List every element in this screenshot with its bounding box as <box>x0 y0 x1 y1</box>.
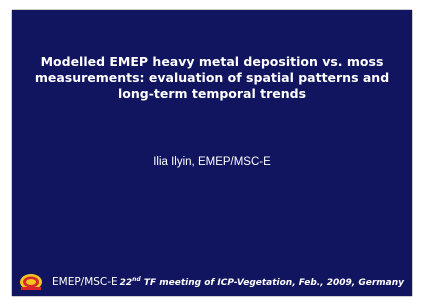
meeting-number: 22 <box>119 278 133 288</box>
footer-meeting <box>120 276 404 288</box>
footer-org: EMEP/MSC-E <box>52 276 118 288</box>
meeting-ordinal: nd <box>132 276 141 283</box>
title-line-1: Modelled EMEP heavy metal deposition vs. moss <box>40 54 384 69</box>
emep-logo-icon <box>19 272 43 292</box>
title-line-2: measurements: evaluation of spatial patterns and <box>34 70 390 85</box>
slide <box>12 10 412 296</box>
slide-footer <box>12 270 412 296</box>
title-line-3: long-term temporal trends <box>117 86 307 101</box>
author-line: Ilia Ilyin, EMEP/MSC-E <box>153 156 271 168</box>
meeting-text: TF meeting of ICP-Vegetation, Feb., 2009, Germany <box>140 278 404 288</box>
slide-title <box>12 54 412 102</box>
